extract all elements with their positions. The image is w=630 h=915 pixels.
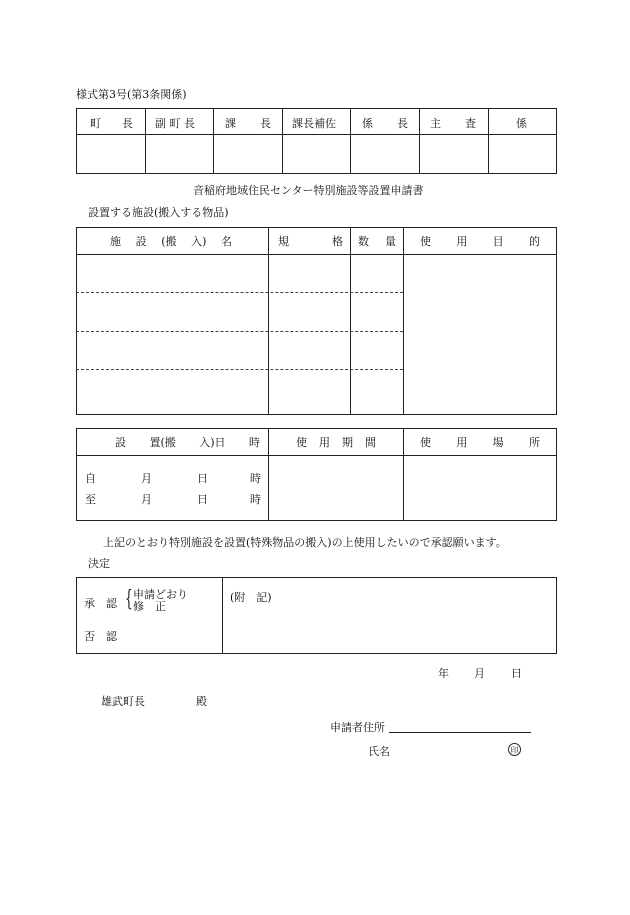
header-mayor-1: 町 [90, 117, 101, 130]
quantity-header: 数 量 [358, 234, 396, 248]
note-label: (附 記) [230, 591, 272, 604]
to-month-label: 月 [141, 493, 152, 506]
brace-icon: { [125, 587, 133, 612]
applicant-name-label: 氏名 [368, 745, 390, 758]
header-unit-chief-1: 係 [362, 117, 373, 130]
header-inspector-2: 査 [465, 117, 476, 130]
deny-label: 否 認 [84, 630, 117, 643]
header-mayor-2: 長 [122, 117, 133, 130]
date-month-label: 月 [474, 667, 485, 680]
decision-label: 決定 [88, 557, 110, 570]
approve-options [133, 589, 188, 613]
form-number: 様式第3号(第3条関係) [76, 88, 187, 101]
from-month-label: 月 [141, 472, 152, 485]
date-day-label: 日 [511, 667, 522, 680]
seal-icon: 印 [508, 743, 521, 756]
from-label: 自 [85, 472, 96, 485]
addressee-honorific: 殿 [196, 695, 207, 708]
header-deputy-mayor: 副 町 長 [155, 117, 195, 130]
option-as-requested: 申請どおり [133, 588, 188, 601]
usage-place-header: 使 用 場 所 [420, 435, 540, 449]
application-statement: 上記のとおり特別施設を設置(特殊物品の搬入)の上使用したいので承認願います。 [103, 536, 507, 549]
usage-period-header: 使 用 期 間 [296, 435, 376, 449]
header-inspector-1: 主 [430, 117, 441, 130]
from-hour-label: 時 [250, 472, 261, 485]
facility-name-header: 施 設 (搬 入) 名 [110, 234, 232, 248]
date-year-label: 年 [438, 667, 449, 680]
facility-table [76, 227, 557, 415]
header-section-chief-1: 課 [225, 117, 236, 130]
approve-label: 承 認 [84, 597, 117, 610]
subtitle: 設置する施設(搬入する物品) [88, 206, 229, 219]
to-day-label: 日 [197, 493, 208, 506]
to-hour-label: 時 [250, 493, 261, 506]
applicant-address-line [389, 732, 531, 733]
header-section-chief-2: 長 [260, 117, 271, 130]
spec-header: 規 格 [278, 234, 343, 248]
header-unit-chief-2: 長 [397, 117, 408, 130]
applicant-address-label: 申請者住所 [330, 721, 385, 734]
install-datetime-header: 設 置(搬 入)日 時 [115, 435, 260, 449]
header-assistant-chief: 課長補佐 [292, 117, 336, 130]
from-day-label: 日 [197, 472, 208, 485]
option-amended: 修 正 [133, 600, 166, 613]
addressee-name: 雄武町長 [101, 695, 145, 708]
to-label: 至 [85, 493, 96, 506]
header-staff: 係 [516, 117, 527, 130]
page-title: 音稲府地域住民センター特別施設等設置申請書 [193, 184, 424, 197]
purpose-header: 使 用 目 的 [420, 234, 540, 248]
